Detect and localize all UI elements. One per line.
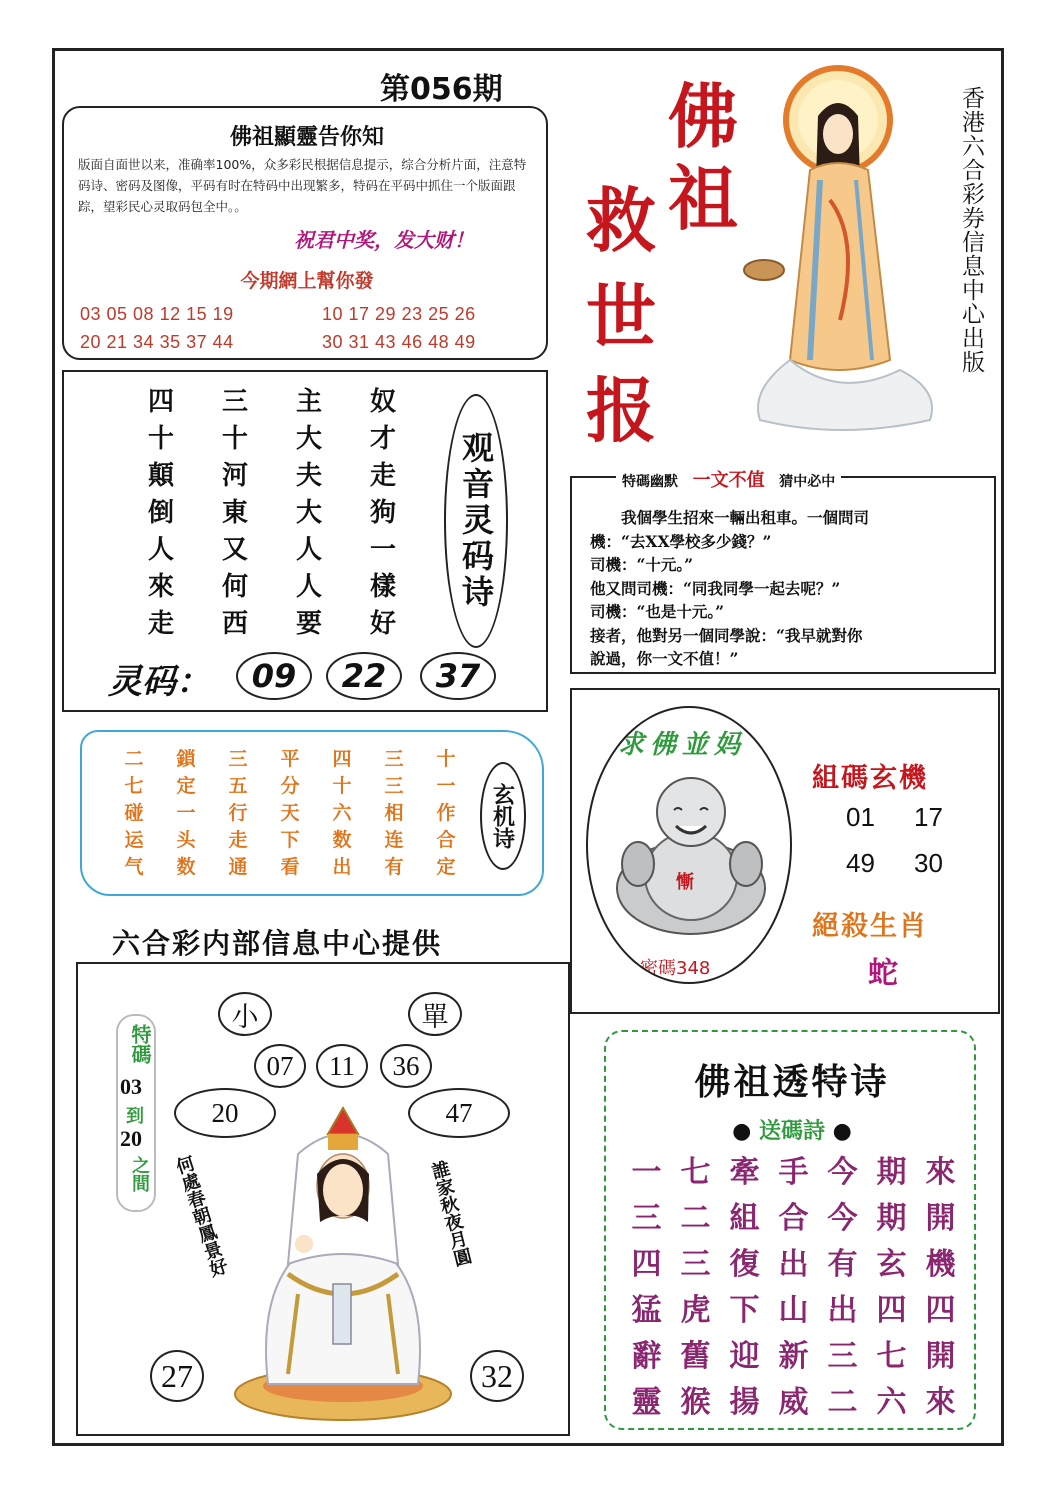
fozu-poem-char: 四	[925, 1293, 956, 1328]
bullet-icon: ●	[832, 1118, 852, 1144]
joke-line: 司機：“也是十元。”	[590, 602, 725, 621]
fozu-poem-grid	[622, 1150, 965, 1426]
fozu-poem-subtitle-text: 送碼詩	[758, 1118, 825, 1144]
zuma-number: 17	[914, 802, 943, 832]
xuanji-char: 六	[332, 802, 352, 824]
fozu-poem-char: 來	[925, 1155, 956, 1190]
joke-text	[590, 506, 984, 671]
poem-char: 好	[369, 609, 396, 639]
xuanji-char: 一	[176, 802, 196, 824]
xuanji-char: 连	[384, 829, 404, 851]
poem-char: 倒	[147, 498, 174, 528]
poem-char: 要	[295, 609, 322, 639]
xuanji-char: 十	[332, 775, 352, 797]
zuma-number: 01	[846, 802, 875, 832]
info-subtitle: 今期網上幫你發	[240, 270, 374, 292]
guanyin-box	[76, 962, 570, 1436]
verse-left: 何處春朝鳳景好	[170, 1153, 230, 1280]
fozu-poem-char: 靈	[631, 1385, 662, 1420]
fozu-poem-char: 揚	[729, 1385, 760, 1420]
info-wish: 祝君中奖，发大财！	[294, 228, 474, 252]
fozu-poem-char: 期	[876, 1201, 907, 1236]
lingma-number: 37	[420, 652, 496, 700]
xuanji-title-oval	[480, 762, 526, 870]
numbers-row1-right: 10 17 29 23 25 26	[322, 304, 476, 324]
xuanji-char: 有	[384, 856, 404, 878]
info-text: 版面自面世以来，准确率100%，众多彩民根据信息提示，综合分析片面，注意特码诗、密码及图像，平码有时在特码中出现繁多，特码在平码中抓住一个版面跟踪，望彩民心灵取码包全中。。	[78, 157, 527, 214]
guanyin-poem-title: 观音灵码诗	[457, 431, 495, 611]
fozu-poem-char: 四	[876, 1293, 907, 1328]
fozu-poem-char: 合	[778, 1201, 809, 1236]
fozu-poem-char: 二	[680, 1201, 711, 1236]
poem-char: 又	[221, 535, 248, 565]
tema-from: 03	[120, 1074, 142, 1099]
zuma-title: 組碼玄機	[812, 763, 928, 794]
xuanji-char: 二	[124, 748, 144, 770]
lingma-label: 灵码：	[108, 662, 210, 702]
xuanji-char: 通	[228, 856, 248, 878]
publisher: 香港六合彩券信息中心出版	[958, 86, 984, 374]
fozu-poem-box	[604, 1030, 976, 1430]
buddha-belly-char: 慚	[676, 872, 694, 893]
joke-box	[570, 470, 996, 674]
buddha-box	[570, 688, 1000, 1014]
buddha-code: 密碼348	[640, 958, 711, 979]
top-number: 36	[380, 1044, 432, 1088]
xuanji-char: 十	[436, 748, 456, 770]
joke-header	[616, 466, 841, 492]
fozu-poem-char: 牽	[729, 1155, 760, 1190]
fozu-poem-char: 今	[827, 1155, 858, 1190]
poem-char: 十	[221, 424, 248, 454]
fozu-poem-char: 開	[925, 1339, 956, 1374]
numbers-row2-right: 30 31 43 46 48 49	[322, 332, 476, 352]
title-char: 佛	[668, 75, 738, 158]
fozu-poem-char: 新	[778, 1339, 809, 1374]
poem-char: 一	[369, 535, 396, 565]
info-title: 佛祖顯靈告你知	[229, 124, 384, 150]
fozu-poem-subtitle	[606, 1114, 978, 1145]
fozu-poem-char: 機	[925, 1247, 956, 1282]
tema-to: 20	[120, 1126, 142, 1151]
numbers-row1-left: 03 05 08 12 15 19	[80, 304, 234, 324]
xuanji-char: 五	[228, 775, 248, 797]
label-small: 小	[218, 992, 272, 1036]
fozu-poem-char: 有	[827, 1247, 858, 1282]
fozu-poem-char: 迎	[729, 1339, 760, 1374]
fozu-poem-char: 三	[827, 1339, 858, 1374]
fozu-poem-char: 辭	[631, 1339, 662, 1374]
poem-char: 夫	[295, 461, 322, 491]
fozu-poem-char: 下	[729, 1293, 760, 1328]
top-number: 07	[254, 1044, 306, 1088]
xuanji-char: 定	[436, 856, 456, 878]
tema-range-box	[116, 1014, 156, 1212]
fozu-poem-char: 猛	[631, 1293, 662, 1328]
poem-char: 大	[295, 424, 322, 454]
xuanji-char: 出	[332, 856, 352, 878]
fozu-poem-char: 玄	[876, 1247, 907, 1282]
numbers-row2-left: 20 21 34 35 37 44	[80, 332, 234, 352]
fozu-poem-char: 舊	[680, 1339, 711, 1374]
xuanji-char: 鎖	[176, 748, 196, 770]
top-number: 11	[316, 1044, 368, 1088]
xuanji-char: 合	[436, 829, 456, 851]
fozu-poem-char: 猴	[680, 1385, 711, 1420]
poem-char: 顛	[147, 461, 174, 491]
xuanji-char: 数	[176, 856, 196, 878]
joke-line: 說過，你一文不值！”	[590, 649, 739, 668]
xuanji-char: 平	[280, 748, 300, 770]
poem-char: 人	[295, 535, 322, 565]
xuanji-char: 看	[280, 856, 300, 878]
poem-char: 河	[221, 461, 248, 491]
poem-char: 來	[147, 572, 174, 602]
xuanji-char: 七	[124, 775, 144, 797]
fozu-poem-char: 虎	[680, 1293, 711, 1328]
number-left: 20	[174, 1088, 276, 1138]
xuanji-char: 四	[332, 748, 352, 770]
fozu-poem-char: 出	[827, 1293, 858, 1328]
fozu-poem-char: 四	[631, 1247, 662, 1282]
joke-line: 接者，他對另一個同學說：“我早就對你	[590, 625, 863, 645]
tema-between-label: 之間	[129, 1156, 150, 1192]
buddha-oval	[586, 706, 792, 984]
poem-char: 主	[295, 387, 322, 417]
label-single: 單	[408, 992, 462, 1036]
fozu-poem-title: 佛祖透特诗	[694, 1061, 890, 1103]
fozu-poem-char: 三	[680, 1247, 711, 1282]
joke-line: 他又問司機：“同我同學一起去呢？”	[590, 578, 841, 598]
joke-header-left: 特碼幽默	[622, 474, 678, 490]
fozu-poem-char: 開	[925, 1201, 956, 1236]
poem-char: 人	[295, 572, 322, 602]
xuanji-char: 作	[436, 802, 456, 824]
fozu-poem-char: 今	[827, 1201, 858, 1236]
fozu-poem-char: 威	[778, 1385, 809, 1420]
tema-to-label: 到	[126, 1106, 144, 1127]
tema-label: 特碼	[128, 1024, 152, 1064]
poem-char: 四	[147, 387, 174, 417]
guanyin-poem-box	[62, 370, 548, 712]
fozu-poem-char: 期	[876, 1155, 907, 1190]
title-char: 祖	[668, 157, 738, 240]
poem-char: 樣	[369, 572, 396, 602]
poem-char: 狗	[369, 498, 396, 528]
number-bottom-right: 32	[470, 1350, 524, 1402]
bullet-icon: ●	[732, 1118, 752, 1144]
title-char: 救	[586, 179, 656, 262]
joke-line: 我個學生招來一輛出租車。一個問司	[590, 508, 870, 527]
joke-header-title: 一文不值	[692, 470, 765, 491]
guanyin-poem-title-oval	[444, 394, 508, 648]
info-box	[62, 106, 548, 360]
xuanji-char: 头	[176, 829, 196, 851]
poem-char: 走	[369, 461, 396, 491]
fozu-poem-char: 三	[631, 1201, 662, 1236]
poem-char: 十	[147, 424, 174, 454]
verse-right: 誰家秋夜月圓	[426, 1158, 474, 1269]
fozu-poem-char: 二	[827, 1385, 858, 1420]
xuanji-char: 一	[436, 775, 456, 797]
guanyin-figure-icon	[228, 1094, 458, 1424]
fozu-poem-char: 復	[729, 1247, 760, 1282]
xuanji-char: 定	[176, 775, 196, 797]
joke-line: 機：“去XX學校多少錢？”	[590, 531, 772, 551]
fozu-poem-char: 七	[876, 1339, 907, 1374]
fozu-poem-char: 六	[876, 1385, 907, 1420]
xuanji-char: 分	[280, 775, 300, 797]
xuanji-char: 运	[124, 829, 144, 851]
fozu-poem-char: 手	[778, 1155, 809, 1190]
lingma-number: 22	[326, 652, 402, 700]
fozu-poem-char: 出	[778, 1247, 809, 1282]
buddha-arc-text: 求佛並妈	[618, 730, 747, 760]
joke-header-right: 猜中必中	[779, 474, 836, 490]
xuanji-char: 数	[332, 829, 352, 851]
poem-char: 走	[147, 609, 174, 639]
xuanji-char: 相	[384, 802, 404, 824]
lingma-number: 09	[236, 652, 312, 700]
number-right: 47	[408, 1088, 510, 1138]
poem-char: 何	[221, 572, 248, 602]
xuanji-title: 玄机诗	[489, 783, 516, 849]
guanyin-standing-icon	[740, 60, 950, 440]
poem-char: 人	[147, 535, 174, 565]
provider-caption: 六合彩内部信息中心提供	[112, 927, 443, 960]
xuanji-char: 三	[384, 748, 404, 770]
xuanji-char: 碰	[124, 802, 144, 824]
zuma-number: 30	[914, 848, 943, 878]
xuanji-char: 下	[280, 829, 300, 851]
fozu-poem-char: 一	[631, 1155, 662, 1190]
poem-char: 大	[295, 498, 322, 528]
xuanji-grid	[108, 746, 472, 881]
poem-char: 奴	[369, 387, 396, 417]
xuanji-char: 三	[384, 775, 404, 797]
poem-char: 西	[221, 609, 248, 639]
zuma-number: 49	[846, 848, 875, 878]
jue-sha-title: 絕殺生肖	[812, 911, 928, 942]
number-bottom-left: 27	[150, 1350, 204, 1402]
xuanji-char: 三	[228, 748, 248, 770]
xuanji-char: 气	[124, 856, 144, 878]
fozu-poem-char: 七	[680, 1155, 711, 1190]
xuanji-char: 走	[228, 829, 248, 851]
fozu-poem-char: 來	[925, 1385, 956, 1420]
jue-sha-value: 蛇	[868, 956, 898, 991]
title-char: 世	[586, 275, 656, 358]
xuanji-box	[80, 730, 544, 896]
guanyin-poem-grid	[124, 384, 420, 643]
issue-number: 第056期	[380, 72, 503, 107]
laughing-buddha-icon	[608, 768, 774, 938]
xuanji-char: 天	[280, 802, 300, 824]
fozu-poem-char: 山	[778, 1293, 809, 1328]
poem-char: 才	[369, 424, 396, 454]
poem-char: 東	[221, 498, 248, 528]
xuanji-char: 行	[228, 802, 248, 824]
fozu-poem-char: 組	[729, 1201, 760, 1236]
joke-line: 司機：“十元。”	[590, 555, 694, 574]
poem-char: 三	[221, 387, 248, 417]
title-char: 报	[586, 369, 656, 452]
